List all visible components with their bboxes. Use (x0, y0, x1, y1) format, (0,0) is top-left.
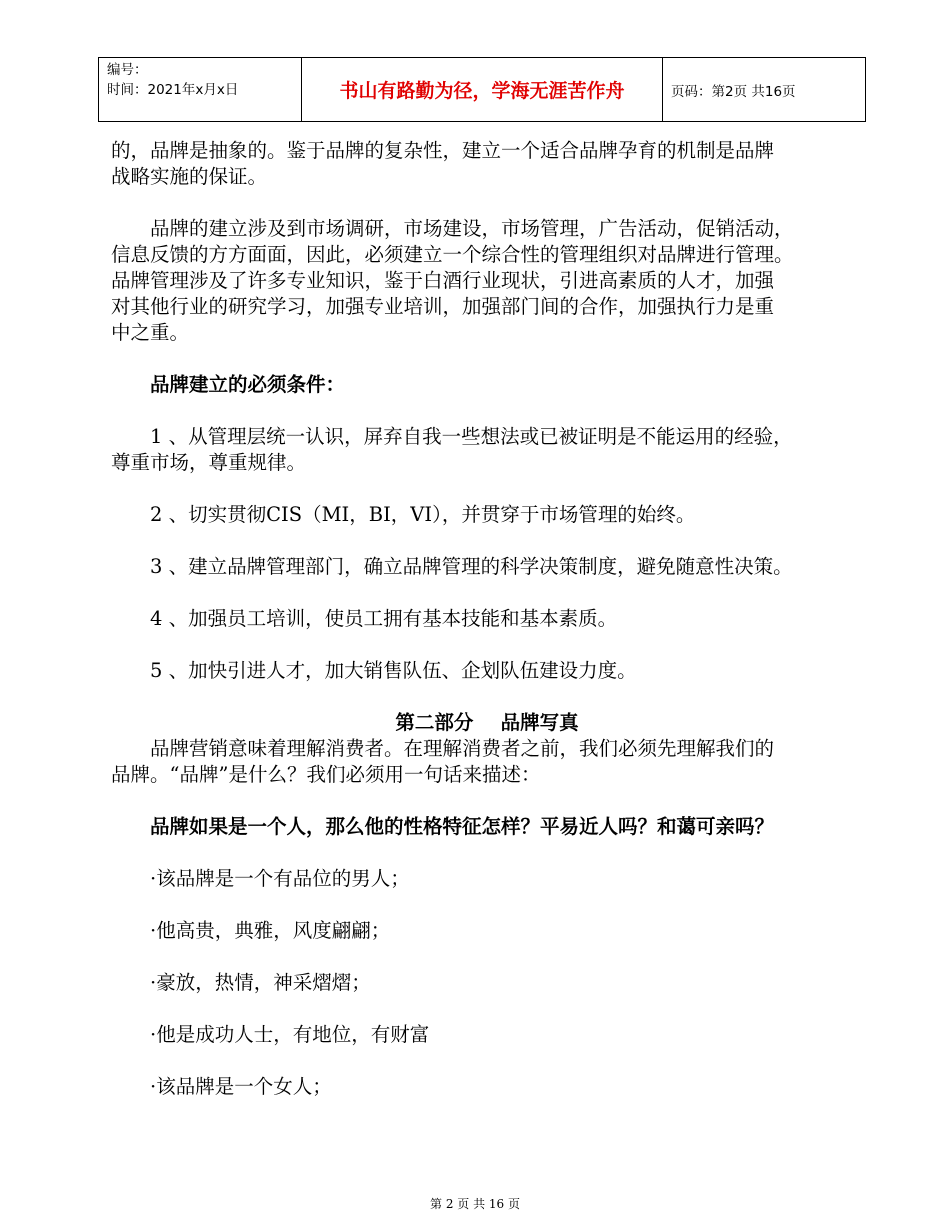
paragraph-line: 品牌。“品牌”是什么？我们必须用一句话来描述： (111, 763, 541, 786)
condition-item-2: 2 、切实贯彻CIS（MI，BI，VI），并贯穿于市场管理的始终。 (150, 503, 696, 526)
condition-item-1-cont: 尊重市场，尊重规律。 (111, 451, 307, 474)
header-page-label: 页码：第2页 共16页 (663, 58, 866, 122)
paragraph-line: 战略实施的保证。 (111, 165, 268, 188)
header-motto: 书山有路勤为径，学海无涯苦作舟 (302, 58, 663, 122)
document-time-label: 时间：2021年x月x日 (107, 82, 239, 98)
paragraph-line: 品牌营销意味着理解消费者。在理解消费者之前，我们必须先理解我们的 (150, 737, 775, 760)
document-body (111, 138, 863, 1100)
paragraph-line: 品牌管理涉及了许多专业知识，鉴于白酒行业现状，引进高素质的人才，加强 (111, 269, 775, 292)
bullet-item: ·豪放，热情，神采熠熠； (150, 971, 371, 994)
condition-item-3: 3 、建立品牌管理部门，确立品牌管理的科学决策制度，避免随意性决策。 (150, 555, 793, 578)
paragraph-line: 的，品牌是抽象的。鉴于品牌的复杂性，建立一个适合品牌孕育的机制是品牌 (111, 139, 775, 162)
question-line: 品牌如果是一个人，那么他的性格特征怎样？平易近人吗？和蔼可亲吗？ (150, 815, 775, 838)
bullet-item: ·该品牌是一个女人； (150, 1075, 332, 1098)
paragraph-line: 对其他行业的研究学习，加强专业培训，加强部门间的合作，加强执行力是重 (111, 295, 775, 318)
paragraph-line: 中之重。 (111, 321, 190, 344)
page-footer: 第 2 页 共 16 页 (430, 1197, 520, 1211)
paragraph-line: 品牌的建立涉及到市场调研，市场建设，市场管理，广告活动，促销活动， (150, 217, 794, 240)
section-title: 第二部分 品牌写真 (395, 711, 579, 734)
header-meta-cell (99, 58, 302, 122)
bullet-item: ·该品牌是一个有品位的男人； (150, 867, 410, 890)
condition-item-1: 1 、从管理层统一认识，屏弃自我一些想法或已被证明是不能运用的经验， (150, 425, 793, 448)
condition-item-4: 4 、加强员工培训，使员工拥有基本技能和基本素质。 (150, 607, 618, 630)
conditions-heading: 品牌建立的必须条件： (150, 373, 346, 396)
condition-item-5: 5 、加快引进人才，加大销售队伍、企划队伍建设力度。 (150, 659, 637, 682)
bullet-item: ·他高贵，典雅，风度翩翩； (150, 919, 391, 942)
bullet-item: ·他是成功人士，有地位，有财富 (150, 1023, 430, 1046)
document-number-label: 编号： (107, 62, 148, 78)
paragraph-line: 信息反馈的方方面面，因此，必须建立一个综合性的管理组织对品牌进行管理。 (111, 243, 794, 266)
header-table (98, 57, 866, 122)
